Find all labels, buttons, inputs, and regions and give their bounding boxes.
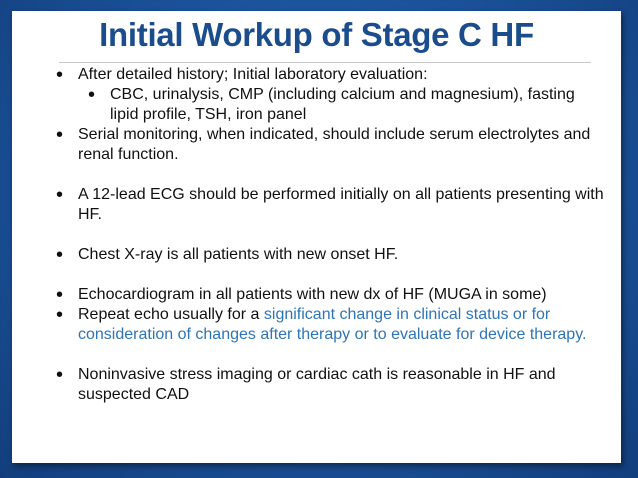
bullet-item [46, 365, 606, 405]
bullet-text: Serial monitoring, when indicated, should include serum electrolytes and renal function. [78, 126, 591, 163]
bullet-icon: • [56, 124, 64, 146]
bullet-item [46, 305, 606, 345]
sub-bullet-item [46, 85, 606, 125]
bullet-icon: • [88, 84, 96, 106]
bullet-list [46, 65, 606, 405]
bullet-text: Echocardiogram in all patients with new dx of HF (MUGA in some) [78, 286, 547, 303]
bullet-icon: • [56, 284, 64, 306]
bullet-text: After detailed history; Initial laboratory evaluation: [78, 66, 428, 83]
bullet-icon: • [56, 244, 64, 266]
highlighted-text: significant change in clinical status or for consideration of changes after therapy or to evaluate for device therapy. [78, 306, 587, 343]
bullet-item [46, 125, 606, 165]
title-divider [59, 62, 591, 63]
slide-panel [12, 11, 621, 463]
bullet-icon: • [56, 304, 64, 326]
bullet-item [46, 65, 606, 85]
bullet-text: A 12-lead ECG should be performed initially on all patients presenting with HF. [78, 186, 604, 223]
bullet-icon: • [56, 64, 64, 86]
bullet-item [46, 185, 606, 225]
bullet-icon: • [56, 184, 64, 206]
sub-bullet-text: CBC, urinalysis, CMP (including calcium and magnesium), fasting lipid profile, TSH, iron panel [110, 86, 575, 123]
bullet-text: Noninvasive stress imaging or cardiac cath is reasonable in HF and suspected CAD [78, 366, 556, 403]
bullet-text: Repeat echo usually for a [78, 306, 264, 323]
bullet-item [46, 245, 606, 265]
slide-title: Initial Workup of Stage C HF [99, 16, 534, 53]
bullet-text: Chest X-ray is all patients with new onset HF. [78, 246, 399, 263]
bullet-icon: • [56, 364, 64, 386]
bullet-item [46, 285, 606, 305]
